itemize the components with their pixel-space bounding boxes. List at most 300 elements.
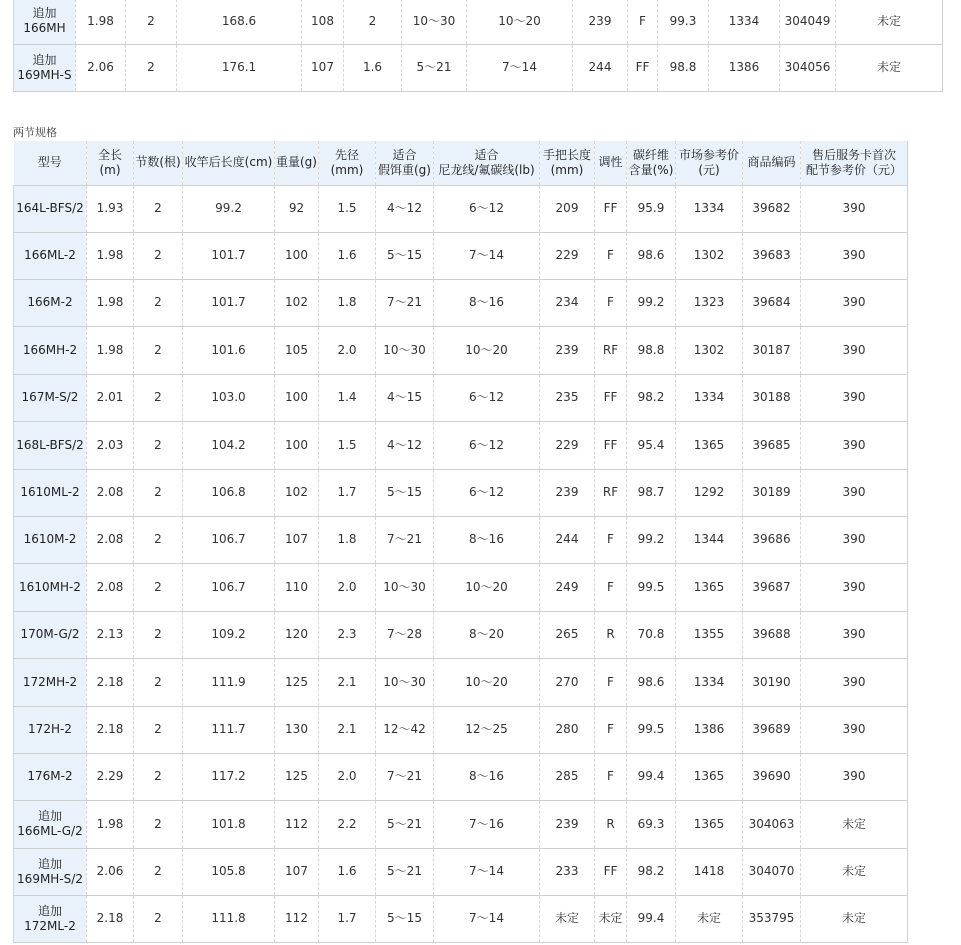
cell-text-line: 追加 <box>37 809 62 823</box>
table-cell: 1.6 <box>319 848 376 895</box>
table-cell: 2.06 <box>87 848 134 895</box>
table-cell: 102 <box>275 279 319 326</box>
table-cell: 98.2 <box>627 848 676 895</box>
table-cell: 353795 <box>743 895 801 942</box>
table-cell: 105.8 <box>183 848 275 895</box>
table-cell: 176.1 <box>177 44 302 91</box>
table-cell: 244 <box>540 516 595 563</box>
table-cell: 100 <box>275 232 319 279</box>
cell-text-line: 172H-2 <box>28 722 72 736</box>
table-cell: 2 <box>134 469 183 516</box>
cell-text-line: 型号 <box>37 155 62 170</box>
table-cell: 7～21 <box>376 516 434 563</box>
table-cell: 107 <box>302 44 344 91</box>
cell-text-line: 172MH-2 <box>22 674 78 689</box>
table-cell: 107 <box>275 848 319 895</box>
cell-text-line: 1610ML-2 <box>20 485 80 499</box>
table-cell: 69.3 <box>627 800 676 848</box>
table-cell: 2.18 <box>87 706 134 753</box>
table-cell: 304056 <box>780 44 836 91</box>
table-cell: 106.8 <box>183 469 275 516</box>
table-cell: 1.98 <box>76 0 126 44</box>
table-cell: 39686 <box>743 516 801 563</box>
table-cell: 112 <box>275 895 319 942</box>
table-cell: 8～16 <box>434 753 540 800</box>
table-cell: 229 <box>540 421 595 469</box>
table-row <box>14 185 908 232</box>
table-cell: 304063 <box>743 800 801 848</box>
cell-text-line: 手把长度 <box>542 147 591 162</box>
table-cell: 2 <box>134 374 183 421</box>
table-cell: 1292 <box>676 469 743 516</box>
column-header <box>676 141 743 185</box>
table-cell: 6～12 <box>434 421 540 469</box>
table-cell: 2.3 <box>319 611 376 658</box>
table-row <box>14 279 908 326</box>
table-cell: 12～25 <box>434 706 540 753</box>
table-cell: 101.6 <box>183 326 275 374</box>
table-cell: 390 <box>801 374 908 421</box>
table-cell: 2.03 <box>87 421 134 469</box>
table-cell: 1418 <box>676 848 743 895</box>
table-cell: 390 <box>801 611 908 658</box>
table-row <box>14 421 908 469</box>
table-cell: 2 <box>134 800 183 848</box>
cell-text-line: 166M-2 <box>27 295 73 309</box>
table-cell: 10～30 <box>402 0 467 44</box>
table-cell: 2 <box>134 185 183 232</box>
table-cell: 270 <box>540 658 595 706</box>
cell-text-line: 尼龙线/氟碳线(lb) <box>438 162 535 177</box>
table-cell: 1323 <box>676 279 743 326</box>
table-cell: 10～20 <box>467 0 573 44</box>
table-cell: 95.4 <box>627 421 676 469</box>
table-cell: 99.4 <box>627 895 676 942</box>
table-cell: 99.5 <box>627 563 676 611</box>
table-cell: 239 <box>540 326 595 374</box>
column-header <box>595 141 627 185</box>
table-row <box>14 0 943 44</box>
table-cell: 1386 <box>676 706 743 753</box>
table-cell: 1365 <box>676 421 743 469</box>
cell-text-line: 配节参考价（元） <box>805 162 902 177</box>
table-cell: 239 <box>540 800 595 848</box>
table-cell: 1302 <box>676 326 743 374</box>
cell-text-line: 市场参考价 <box>678 147 739 162</box>
table-cell: 2 <box>134 895 183 942</box>
table-cell: 2 <box>134 611 183 658</box>
cell-text-line: 176M-2 <box>27 769 73 783</box>
table-cell: 10～30 <box>376 326 434 374</box>
table-cell: 101.7 <box>183 232 275 279</box>
table-cell: 7～14 <box>467 44 573 91</box>
table-cell: 2 <box>134 421 183 469</box>
table-cell: 8～20 <box>434 611 540 658</box>
table-cell: 39682 <box>743 185 801 232</box>
table-cell: 111.8 <box>183 895 275 942</box>
column-header <box>87 141 134 185</box>
table-cell: 1386 <box>709 44 780 91</box>
table-cell: F <box>628 0 658 44</box>
table-header-row <box>14 141 908 185</box>
table-cell: 1.98 <box>87 326 134 374</box>
model-cell <box>14 421 87 469</box>
table-cell: 未定 <box>801 895 908 942</box>
table-cell: 99.2 <box>627 279 676 326</box>
cell-text-line: 先径(mm) <box>330 147 364 177</box>
table-cell: 105 <box>275 326 319 374</box>
model-cell <box>14 611 87 658</box>
table-cell: 7～14 <box>434 232 540 279</box>
cell-text-line: 166MH-2 <box>22 342 78 357</box>
table-cell: 未定 <box>801 800 908 848</box>
cell-text-line: (元) <box>698 162 720 177</box>
table-row <box>14 706 908 753</box>
cell-text-line: 167M-S/2 <box>21 390 79 404</box>
table-row <box>14 895 908 942</box>
table-cell: 未定 <box>801 848 908 895</box>
table-cell: 2 <box>134 326 183 374</box>
table-cell: 233 <box>540 848 595 895</box>
table-cell: 1.98 <box>87 232 134 279</box>
table-cell: 2 <box>134 279 183 326</box>
table-cell: 2.29 <box>87 753 134 800</box>
cell-text-line: 追加 <box>32 52 57 67</box>
table-cell: 2.06 <box>76 44 126 91</box>
table-cell: 109.2 <box>183 611 275 658</box>
table-cell: 未定 <box>595 895 627 942</box>
table-cell: 390 <box>801 563 908 611</box>
table-cell: 390 <box>801 185 908 232</box>
table-cell: 2.08 <box>87 516 134 563</box>
cell-text-line: 166ML-2 <box>24 248 76 262</box>
cell-text-line: 售后服务卡首次 <box>811 147 896 162</box>
table-cell: 1.8 <box>319 516 376 563</box>
cell-text-line: 适合 <box>392 147 417 162</box>
cell-text-line: 含量(%) <box>628 162 674 177</box>
table-cell: 1334 <box>676 658 743 706</box>
table-cell: 5～21 <box>402 44 467 91</box>
table-cell: FF <box>595 185 627 232</box>
cell-text-line: 1610MH-2 <box>19 579 81 594</box>
table-cell: 110 <box>275 563 319 611</box>
table-cell: 112 <box>275 800 319 848</box>
cell-text-line: (mm) <box>550 162 584 177</box>
table-cell: 390 <box>801 706 908 753</box>
table-cell: 10～20 <box>434 326 540 374</box>
cell-text-line: 假饵重(g) <box>378 162 431 177</box>
table-row <box>14 232 908 279</box>
table-cell: 7～21 <box>376 753 434 800</box>
table-cell: 2 <box>134 232 183 279</box>
table-cell: 5～15 <box>376 232 434 279</box>
table-cell: 390 <box>801 232 908 279</box>
cell-text-line: 重量(g) <box>276 155 317 170</box>
table-cell: F <box>595 563 627 611</box>
table-cell: 7～16 <box>434 800 540 848</box>
table-cell: 2.08 <box>87 563 134 611</box>
cell-text-line: 169MH-S <box>17 67 72 82</box>
table-cell: 1.98 <box>87 279 134 326</box>
spec-table-top <box>13 0 943 92</box>
column-header <box>14 141 87 185</box>
table-cell: 102 <box>275 469 319 516</box>
table-row <box>14 658 908 706</box>
table-cell: 2.13 <box>87 611 134 658</box>
table-cell: 209 <box>540 185 595 232</box>
cell-text-line: 164L-BFS/2 <box>16 201 84 215</box>
table-cell: 108 <box>302 0 344 44</box>
table-cell: 2.1 <box>319 658 376 706</box>
cell-text-line: 166ML-G/2 <box>17 824 83 838</box>
table-cell: 未定 <box>540 895 595 942</box>
table-cell: 30189 <box>743 469 801 516</box>
table-cell: 1.93 <box>87 185 134 232</box>
table-cell: 2 <box>134 563 183 611</box>
table-cell: 39689 <box>743 706 801 753</box>
table-cell: F <box>595 516 627 563</box>
table-cell: 39685 <box>743 421 801 469</box>
column-header <box>743 141 801 185</box>
table-cell: RF <box>595 469 627 516</box>
table-cell: 2 <box>134 658 183 706</box>
model-cell <box>14 374 87 421</box>
table-cell: R <box>595 800 627 848</box>
table-cell: 239 <box>573 0 628 44</box>
table-cell: 100 <box>275 374 319 421</box>
table-cell: 98.6 <box>627 658 676 706</box>
table-cell: 1.5 <box>319 185 376 232</box>
table-cell: 1.7 <box>319 469 376 516</box>
model-cell <box>14 800 87 848</box>
table-cell: 未定 <box>836 44 943 91</box>
table-cell: 95.9 <box>627 185 676 232</box>
table-cell: 111.9 <box>183 658 275 706</box>
table-cell: 10～20 <box>434 563 540 611</box>
table-cell: 168.6 <box>177 0 302 44</box>
table-cell: 2 <box>126 44 177 91</box>
table-cell: 未定 <box>676 895 743 942</box>
model-cell <box>14 753 87 800</box>
model-cell <box>14 563 87 611</box>
table-cell: F <box>595 232 627 279</box>
table-cell: 390 <box>801 516 908 563</box>
table-cell: R <box>595 611 627 658</box>
table-cell: 99.5 <box>627 706 676 753</box>
model-cell <box>14 0 76 44</box>
table-cell: 5～15 <box>376 895 434 942</box>
table-cell: 98.8 <box>627 326 676 374</box>
table-cell: 1.8 <box>319 279 376 326</box>
table-cell: 99.2 <box>627 516 676 563</box>
table-cell: 99.3 <box>658 0 709 44</box>
table-cell: 12～42 <box>376 706 434 753</box>
table-cell: 1365 <box>676 800 743 848</box>
column-header <box>627 141 676 185</box>
table-cell: 2.1 <box>319 706 376 753</box>
model-cell <box>14 658 87 706</box>
table-cell: 249 <box>540 563 595 611</box>
table-cell: 39683 <box>743 232 801 279</box>
model-cell <box>14 469 87 516</box>
table-cell: 39690 <box>743 753 801 800</box>
table-cell: RF <box>595 326 627 374</box>
table-cell: 100 <box>275 421 319 469</box>
table-cell: 2.0 <box>319 753 376 800</box>
table-cell: 39684 <box>743 279 801 326</box>
cell-text-line: 追加 <box>37 903 62 918</box>
table-row <box>14 563 908 611</box>
table-row <box>14 374 908 421</box>
table-cell: F <box>595 753 627 800</box>
cell-text-line: 追加 <box>32 6 57 21</box>
table-cell: 2.18 <box>87 895 134 942</box>
table-cell: 390 <box>801 421 908 469</box>
cell-text-line: 172ML-2 <box>24 918 76 933</box>
table-cell: 未定 <box>836 0 943 44</box>
table-cell: 5～21 <box>376 848 434 895</box>
section-title: 两节规格 <box>13 126 57 139</box>
table-cell: 10～30 <box>376 658 434 706</box>
table-cell: 239 <box>540 469 595 516</box>
column-header <box>540 141 595 185</box>
table-cell: 7～14 <box>434 848 540 895</box>
table-cell: 6～12 <box>434 185 540 232</box>
table-cell: 1334 <box>676 185 743 232</box>
table-row <box>14 469 908 516</box>
table-cell: 304070 <box>743 848 801 895</box>
table-cell: 234 <box>540 279 595 326</box>
table-row <box>14 848 908 895</box>
cell-text-line: 追加 <box>37 856 62 871</box>
table-cell: FF <box>595 374 627 421</box>
table-cell: FF <box>595 421 627 469</box>
table-cell: 4～12 <box>376 185 434 232</box>
table-cell: 117.2 <box>183 753 275 800</box>
model-cell <box>14 848 87 895</box>
table-cell: 1344 <box>676 516 743 563</box>
table-cell: 2 <box>134 753 183 800</box>
table-cell: 125 <box>275 658 319 706</box>
table-cell: 1365 <box>676 563 743 611</box>
model-cell <box>14 326 87 374</box>
table-cell: 2.0 <box>319 563 376 611</box>
table-cell: 235 <box>540 374 595 421</box>
table-cell: 265 <box>540 611 595 658</box>
table-row <box>14 516 908 563</box>
table-cell: 98.8 <box>658 44 709 91</box>
table-cell: 98.2 <box>627 374 676 421</box>
table-cell: 30187 <box>743 326 801 374</box>
table-cell: 39688 <box>743 611 801 658</box>
table-row <box>14 800 908 848</box>
table-cell: 1.6 <box>319 232 376 279</box>
table-cell: 70.8 <box>627 611 676 658</box>
table-cell: 2 <box>344 0 402 44</box>
table-cell: 130 <box>275 706 319 753</box>
table-cell: 2.08 <box>87 469 134 516</box>
cell-text-line: 170M-G/2 <box>20 627 80 641</box>
table-cell: 2 <box>126 0 177 44</box>
column-header <box>376 141 434 185</box>
model-cell <box>14 232 87 279</box>
table-cell: FF <box>628 44 658 91</box>
cell-text-line: 商品编码 <box>747 155 796 170</box>
cell-text-line: 适合 <box>474 147 499 162</box>
table-cell: 390 <box>801 469 908 516</box>
table-row <box>14 611 908 658</box>
table-cell: 280 <box>540 706 595 753</box>
table-cell: 125 <box>275 753 319 800</box>
table-cell: 2.0 <box>319 326 376 374</box>
table-row <box>14 753 908 800</box>
table-row <box>14 326 908 374</box>
table-cell: 5～21 <box>376 800 434 848</box>
column-header <box>183 141 275 185</box>
column-header <box>134 141 183 185</box>
cell-text-line: 碳纤维 <box>632 147 669 162</box>
table-cell: 2.2 <box>319 800 376 848</box>
cell-text-line: 收竿后长度(cm) <box>184 155 273 170</box>
table-cell: 1334 <box>676 374 743 421</box>
table-row <box>14 44 943 91</box>
table-cell: 390 <box>801 658 908 706</box>
spec-table-two-piece <box>13 141 908 943</box>
column-header <box>319 141 376 185</box>
table-cell: 2 <box>134 848 183 895</box>
table-cell: 10～30 <box>376 563 434 611</box>
model-cell <box>14 185 87 232</box>
table-cell: 7～14 <box>434 895 540 942</box>
table-cell: F <box>595 279 627 326</box>
table-cell: 39687 <box>743 563 801 611</box>
cell-text-line: 166MH <box>23 21 66 36</box>
table-cell: 99.2 <box>183 185 275 232</box>
table-cell: 229 <box>540 232 595 279</box>
table-cell: 101.8 <box>183 800 275 848</box>
table-cell: 2.18 <box>87 658 134 706</box>
table-cell: 103.0 <box>183 374 275 421</box>
column-header <box>434 141 540 185</box>
table-cell: 1.6 <box>344 44 402 91</box>
table-cell: 4～12 <box>376 421 434 469</box>
table-cell: 104.2 <box>183 421 275 469</box>
table-cell: 106.7 <box>183 516 275 563</box>
cell-text-line: 调性 <box>598 155 623 170</box>
table-cell: 10～20 <box>434 658 540 706</box>
cell-text-line: 1610M-2 <box>23 532 77 546</box>
table-cell: F <box>595 658 627 706</box>
table-cell: 7～28 <box>376 611 434 658</box>
model-cell <box>14 895 87 942</box>
table-cell: 1334 <box>709 0 780 44</box>
table-cell: 1.4 <box>319 374 376 421</box>
table-cell: 1355 <box>676 611 743 658</box>
table-cell: 7～21 <box>376 279 434 326</box>
model-cell <box>14 279 87 326</box>
table-cell: 120 <box>275 611 319 658</box>
table-cell: 2 <box>134 516 183 563</box>
table-cell: 101.7 <box>183 279 275 326</box>
table-cell: 5～15 <box>376 469 434 516</box>
table-cell: 98.7 <box>627 469 676 516</box>
cell-text-line: 全长(m) <box>97 147 122 177</box>
table-cell: 390 <box>801 279 908 326</box>
table-cell: 285 <box>540 753 595 800</box>
table-cell: 1302 <box>676 232 743 279</box>
model-cell <box>14 516 87 563</box>
table-cell: 92 <box>275 185 319 232</box>
